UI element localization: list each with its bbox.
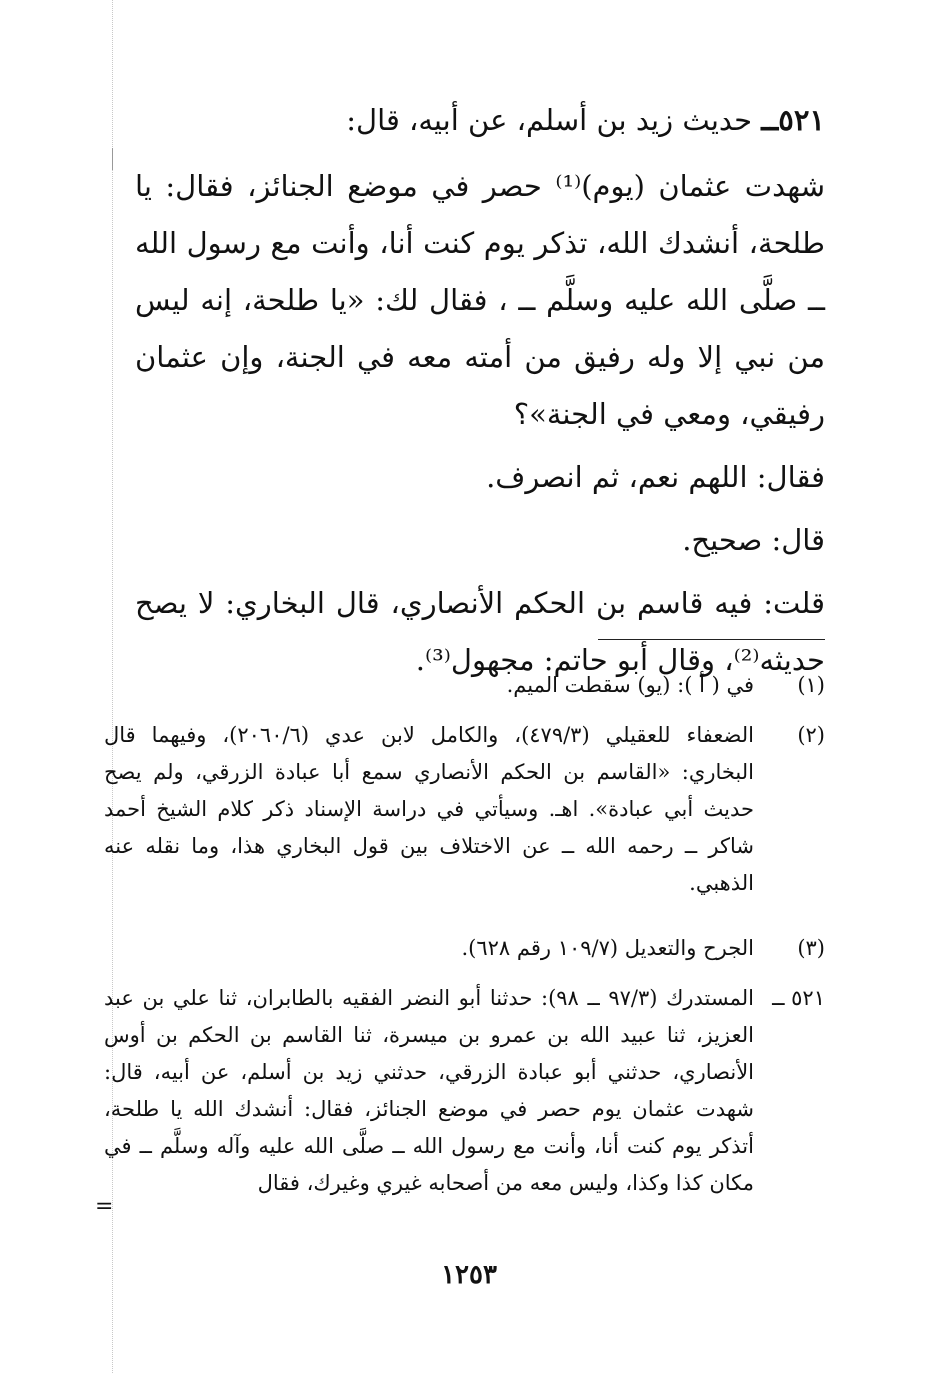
continuation-mark: = (95, 1194, 114, 1219)
commentary-number: ٥٢١ ــ (772, 986, 825, 1010)
page-number: ١٢٥٣ (441, 1260, 497, 1290)
hadith-heading (346, 100, 825, 140)
body-paragraph: شهدت عثمان (يوم)⁽¹⁾ حصر في موضع الجنائز، فقال: يا طلحة، أنشدك الله، تذكر يوم كنت أنا، وأنت مع رسول الله ــ صلَّى الله عليه وسلَّم ــ ، فقال لك: «يا طلحة، إنه ليس من نبي إلا وله رفيق من أمته معه في الجنة، وإن عثمان رفيقي، ومعي في الجنة»؟ (135, 169, 825, 431)
footnote (0, 667, 938, 707)
footnote-separator (598, 639, 825, 640)
footnote-number: (١) (797, 673, 825, 697)
footnote (0, 930, 938, 970)
body-paragraph: قلت: فيه قاسم بن الحكم الأنصاري، قال البخاري: لا يصح حديثه⁽²⁾، وقال أبو حاتم: مجهول⁽³⁾. (135, 586, 825, 677)
footnote-number: (٣) (797, 936, 825, 960)
margin-mark (112, 148, 113, 170)
hadith-body (135, 158, 825, 689)
footnote-text: في ( أ ): (يو) سقطت الميم. (506, 673, 754, 697)
footnote-text: الضعفاء للعقيلي (٤٧٩/٣)، والكامل لابن عدي (٢٠٦٠/٦)، وفيهما قال البخاري: «القاسم بن الحكم الأنصاري سمع أبا عبادة الزرقي، ولم يصح حديث أبي عبادة». اهـ. وسيأتي في دراسة الإسناد ذكر كلام الشيخ أحمد شاكر ــ رحمه الله ــ عن الاختلاف بين قول البخاري هذا، وما نقله عنه الذهبي. (104, 723, 754, 895)
footnote-number: (٢) (797, 723, 825, 747)
body-paragraph: قال: صحيح. (682, 523, 825, 557)
body-paragraph: فقال: اللهم نعم، ثم انصرف. (486, 460, 825, 494)
footnote (0, 717, 938, 917)
footnote-text: الجرح والتعديل (١٠٩/٧ رقم ٦٢٨). (461, 936, 754, 960)
hadith-title: حديث زيد بن أسلم، عن أبيه، قال: (346, 103, 753, 137)
hadith-number: ٥٢١ــ (761, 103, 825, 137)
commentary-text: المستدرك (٩٧/٣ ــ ٩٨): حدثنا أبو النضر الفقيه بالطابران، ثنا علي بن عبد العزيز، ثنا عبيد الله بن عمرو بن ميسرة، ثنا القاسم بن الحكم بن أوس الأنصاري، حدثني أبو عبادة الزرقي، حدثني زيد بن أسلم، عن أبيه، قال: شهدت عثمان يوم حصر في موضع الجنائز، فقال: أنشدك الله يا طلحة، أتذكر يوم كنت أنا، وأنت مع رسول الله ــ صلَّى الله عليه وآله وسلَّم ــ في مكان كذا وكذا، وليس معه من أصحابه غيري وغيرك، فقال (104, 986, 754, 1195)
takhrij-commentary (0, 980, 938, 1220)
